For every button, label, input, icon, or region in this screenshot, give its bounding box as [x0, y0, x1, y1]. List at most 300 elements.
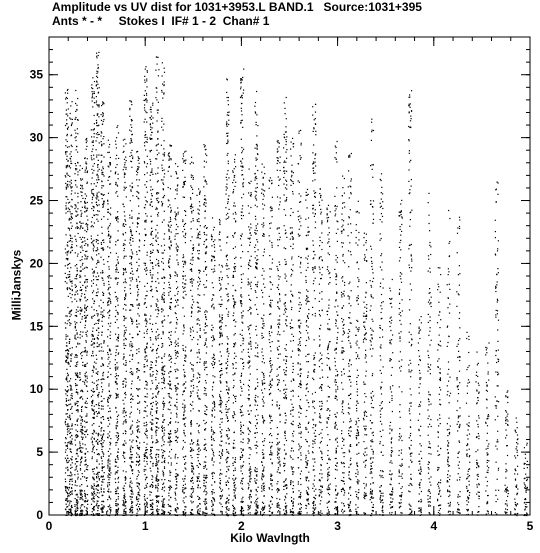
data-point	[71, 286, 72, 287]
data-point	[107, 499, 108, 500]
data-point	[168, 262, 169, 263]
data-point	[168, 437, 169, 438]
data-point	[206, 395, 207, 396]
data-point	[116, 398, 117, 399]
data-point	[103, 419, 104, 420]
data-point	[109, 442, 110, 443]
data-point	[124, 330, 125, 331]
data-point	[198, 277, 199, 278]
data-point	[102, 460, 103, 461]
data-point	[146, 93, 147, 94]
data-point	[144, 458, 145, 459]
data-point	[152, 475, 153, 476]
data-point	[82, 241, 83, 242]
data-point	[146, 396, 147, 397]
data-point	[85, 454, 86, 455]
data-point	[93, 355, 94, 356]
data-point	[77, 505, 78, 506]
data-point	[108, 506, 109, 507]
data-point	[80, 353, 81, 354]
data-point	[205, 314, 206, 315]
data-point	[190, 163, 191, 164]
data-point	[131, 383, 132, 384]
data-point	[77, 256, 78, 257]
data-point	[162, 471, 163, 472]
data-point	[136, 231, 137, 232]
data-point	[155, 236, 156, 237]
data-point	[164, 282, 165, 283]
data-point	[65, 378, 66, 379]
data-point	[198, 294, 199, 295]
data-point	[190, 328, 191, 329]
data-point	[183, 481, 184, 482]
data-point	[197, 323, 198, 324]
data-point	[220, 326, 221, 327]
data-point	[157, 348, 158, 349]
data-point	[130, 293, 131, 294]
data-point	[81, 310, 82, 311]
data-point	[123, 204, 124, 205]
data-point	[124, 159, 125, 160]
data-point	[156, 480, 157, 481]
data-point	[156, 497, 157, 498]
data-point	[145, 263, 146, 264]
data-point	[221, 473, 222, 474]
data-point	[69, 228, 70, 229]
data-point	[158, 283, 159, 284]
data-point	[162, 504, 163, 505]
data-point	[198, 382, 199, 383]
data-point	[101, 396, 102, 397]
data-point	[91, 169, 92, 170]
data-point	[132, 223, 133, 224]
data-point	[185, 160, 186, 161]
data-point	[129, 361, 130, 362]
data-point	[125, 480, 126, 481]
data-point	[221, 497, 222, 498]
data-point	[124, 297, 125, 298]
data-point	[156, 287, 157, 288]
data-point	[85, 366, 86, 367]
data-point	[92, 166, 93, 167]
data-point	[103, 121, 104, 122]
data-point	[192, 253, 193, 254]
data-point	[124, 495, 125, 496]
data-point	[151, 119, 152, 120]
data-point	[170, 335, 171, 336]
data-point	[65, 488, 66, 489]
data-point	[130, 317, 131, 318]
data-point	[149, 159, 150, 160]
data-point	[67, 395, 68, 396]
data-point	[205, 253, 206, 254]
data-point	[109, 460, 110, 461]
data-point	[108, 426, 109, 427]
data-point	[144, 80, 145, 81]
data-point	[92, 376, 93, 377]
data-point	[220, 404, 221, 405]
data-point	[190, 481, 191, 482]
data-point	[185, 275, 186, 276]
data-point	[66, 135, 67, 136]
data-point	[91, 355, 92, 356]
data-point	[156, 397, 157, 398]
data-point	[67, 458, 68, 459]
data-point	[139, 379, 140, 380]
data-point	[145, 141, 146, 142]
data-point	[86, 469, 87, 470]
data-point	[123, 335, 124, 336]
data-point	[118, 132, 119, 133]
data-point	[66, 159, 67, 160]
data-point	[168, 167, 169, 168]
data-point	[176, 172, 177, 173]
data-point	[84, 297, 85, 298]
data-point	[67, 413, 68, 414]
data-point	[94, 183, 95, 184]
data-point	[197, 507, 198, 508]
data-point	[226, 242, 227, 243]
data-point	[80, 225, 81, 226]
data-point	[204, 287, 205, 288]
data-point	[162, 322, 163, 323]
data-point	[68, 264, 69, 265]
data-point	[77, 268, 78, 269]
data-point	[163, 483, 164, 484]
data-point	[101, 501, 102, 502]
data-point	[72, 213, 73, 214]
data-point	[162, 98, 163, 99]
data-point	[168, 226, 169, 227]
data-point	[87, 202, 88, 203]
data-point	[125, 221, 126, 222]
data-point	[109, 509, 110, 510]
data-point	[115, 316, 116, 317]
data-point	[169, 274, 170, 275]
data-point	[69, 363, 70, 364]
data-point	[198, 188, 199, 189]
data-point	[169, 332, 170, 333]
data-point	[144, 107, 145, 108]
data-point	[74, 336, 75, 337]
data-point	[136, 262, 137, 263]
data-point	[82, 192, 83, 193]
data-point	[65, 152, 66, 153]
data-point	[95, 363, 96, 364]
data-point	[132, 187, 133, 188]
data-point	[76, 434, 77, 435]
data-point	[198, 476, 199, 477]
data-point	[182, 170, 183, 171]
data-point	[206, 155, 207, 156]
data-point	[222, 317, 223, 318]
data-point	[185, 215, 186, 216]
data-point	[144, 410, 145, 411]
data-point	[67, 386, 68, 387]
data-point	[136, 440, 137, 441]
data-point	[67, 134, 68, 135]
data-point	[164, 403, 165, 404]
data-point	[152, 513, 153, 514]
data-point	[177, 233, 178, 234]
data-point	[75, 133, 76, 134]
data-point	[66, 258, 67, 259]
data-point	[150, 251, 151, 252]
data-point	[76, 241, 77, 242]
data-point	[123, 146, 124, 147]
data-point	[171, 441, 172, 442]
data-point	[164, 152, 165, 153]
data-point	[198, 432, 199, 433]
data-point	[168, 315, 169, 316]
data-point	[222, 322, 223, 323]
data-point	[123, 453, 124, 454]
data-point	[69, 218, 70, 219]
data-point	[115, 364, 116, 365]
data-point	[110, 368, 111, 369]
data-point	[116, 155, 117, 156]
data-point	[175, 469, 176, 470]
data-point	[190, 422, 191, 423]
data-point	[150, 180, 151, 181]
data-point	[75, 513, 76, 514]
data-point	[139, 489, 140, 490]
data-point	[103, 174, 104, 175]
data-point	[71, 187, 72, 188]
data-point	[136, 464, 137, 465]
data-point	[87, 229, 88, 230]
data-point	[71, 397, 72, 398]
data-point	[145, 295, 146, 296]
data-point	[87, 286, 88, 287]
data-point	[163, 288, 164, 289]
data-point	[109, 176, 110, 177]
data-point	[99, 204, 100, 205]
data-point	[67, 93, 68, 94]
data-point	[86, 210, 87, 211]
data-point	[221, 491, 222, 492]
data-point	[198, 244, 199, 245]
data-point	[157, 198, 158, 199]
data-point	[137, 169, 138, 170]
data-point	[162, 403, 163, 404]
data-point	[103, 416, 104, 417]
data-point	[118, 262, 119, 263]
data-point	[82, 512, 83, 513]
data-point	[136, 371, 137, 372]
data-point	[205, 501, 206, 502]
data-point	[219, 502, 220, 503]
data-point	[109, 238, 110, 239]
data-point	[182, 307, 183, 308]
data-point	[87, 451, 88, 452]
data-point	[84, 434, 85, 435]
data-point	[197, 444, 198, 445]
data-point	[82, 186, 83, 187]
data-point	[76, 330, 77, 331]
data-point	[87, 391, 88, 392]
data-point	[222, 334, 223, 335]
data-point	[144, 488, 145, 489]
data-point	[75, 485, 76, 486]
data-point	[67, 141, 68, 142]
data-point	[145, 69, 146, 70]
data-point	[144, 245, 145, 246]
data-point	[126, 471, 127, 472]
data-point	[115, 241, 116, 242]
data-point	[91, 485, 92, 486]
data-point	[163, 148, 164, 149]
data-point	[96, 53, 97, 54]
data-point	[97, 371, 98, 372]
data-point	[147, 142, 148, 143]
data-point	[200, 337, 201, 338]
data-point	[124, 452, 125, 453]
data-point	[130, 341, 131, 342]
data-point	[177, 351, 178, 352]
data-point	[138, 465, 139, 466]
data-point	[175, 163, 176, 164]
data-point	[139, 442, 140, 443]
data-point	[86, 223, 87, 224]
data-point	[220, 220, 221, 221]
data-point	[129, 215, 130, 216]
data-point	[170, 322, 171, 323]
data-point	[92, 448, 93, 449]
data-point	[136, 279, 137, 280]
data-point	[110, 453, 111, 454]
data-point	[158, 345, 159, 346]
data-point	[96, 133, 97, 134]
data-point	[82, 223, 83, 224]
data-point	[77, 196, 78, 197]
data-point	[94, 222, 95, 223]
data-point	[129, 416, 130, 417]
data-point	[175, 432, 176, 433]
data-point	[125, 419, 126, 420]
data-point	[76, 105, 77, 106]
data-point	[150, 413, 151, 414]
data-point	[131, 412, 132, 413]
data-point	[131, 461, 132, 462]
data-point	[193, 408, 194, 409]
data-point	[129, 156, 130, 157]
data-point	[147, 365, 148, 366]
data-point	[157, 402, 158, 403]
data-point	[69, 319, 70, 320]
data-point	[75, 111, 76, 112]
data-point	[69, 441, 70, 442]
data-point	[212, 403, 213, 404]
data-point	[197, 477, 198, 478]
data-point	[67, 442, 68, 443]
data-point	[101, 458, 102, 459]
data-point	[82, 179, 83, 180]
data-point	[157, 291, 158, 292]
data-point	[96, 267, 97, 268]
data-point	[156, 87, 157, 88]
data-point	[156, 150, 157, 151]
data-point	[150, 485, 151, 486]
data-point	[170, 437, 171, 438]
data-point	[97, 472, 98, 473]
data-point	[96, 323, 97, 324]
data-point	[77, 307, 78, 308]
data-point	[177, 276, 178, 277]
data-point	[156, 422, 157, 423]
data-point	[132, 346, 133, 347]
data-point	[85, 308, 86, 309]
data-point	[161, 90, 162, 91]
data-point	[70, 105, 71, 106]
data-point	[191, 281, 192, 282]
data-point	[155, 97, 156, 98]
data-point	[139, 460, 140, 461]
data-point	[145, 298, 146, 299]
data-point	[212, 445, 213, 446]
data-point	[109, 361, 110, 362]
data-point	[115, 296, 116, 297]
data-point	[151, 513, 152, 514]
data-point	[75, 284, 76, 285]
data-point	[170, 513, 171, 514]
data-point	[92, 100, 93, 101]
data-point	[116, 395, 117, 396]
data-point	[94, 91, 95, 92]
data-point	[99, 513, 100, 514]
data-point	[157, 214, 158, 215]
data-point	[185, 476, 186, 477]
data-point	[199, 278, 200, 279]
data-point	[164, 374, 165, 375]
data-point	[183, 292, 184, 293]
data-point	[108, 470, 109, 471]
data-point	[80, 210, 81, 211]
data-point	[108, 473, 109, 474]
data-point	[66, 405, 67, 406]
data-point	[206, 491, 207, 492]
data-point	[124, 410, 125, 411]
data-point	[176, 322, 177, 323]
data-point	[219, 234, 220, 235]
data-point	[227, 174, 228, 175]
data-point	[214, 473, 215, 474]
data-point	[170, 488, 171, 489]
data-point	[214, 247, 215, 248]
data-point	[76, 309, 77, 310]
data-point	[82, 496, 83, 497]
data-point	[71, 310, 72, 311]
data-point	[177, 193, 178, 194]
data-point	[85, 380, 86, 381]
data-point	[107, 482, 108, 483]
data-point	[75, 326, 76, 327]
data-point	[69, 288, 70, 289]
data-point	[219, 424, 220, 425]
data-point	[67, 424, 68, 425]
data-point	[70, 418, 71, 419]
data-point	[71, 206, 72, 207]
data-point	[161, 299, 162, 300]
data-point	[197, 288, 198, 289]
data-point	[156, 474, 157, 475]
data-point	[130, 200, 131, 201]
data-point	[162, 294, 163, 295]
data-point	[171, 245, 172, 246]
data-point	[162, 452, 163, 453]
data-point	[164, 250, 165, 251]
data-point	[109, 497, 110, 498]
